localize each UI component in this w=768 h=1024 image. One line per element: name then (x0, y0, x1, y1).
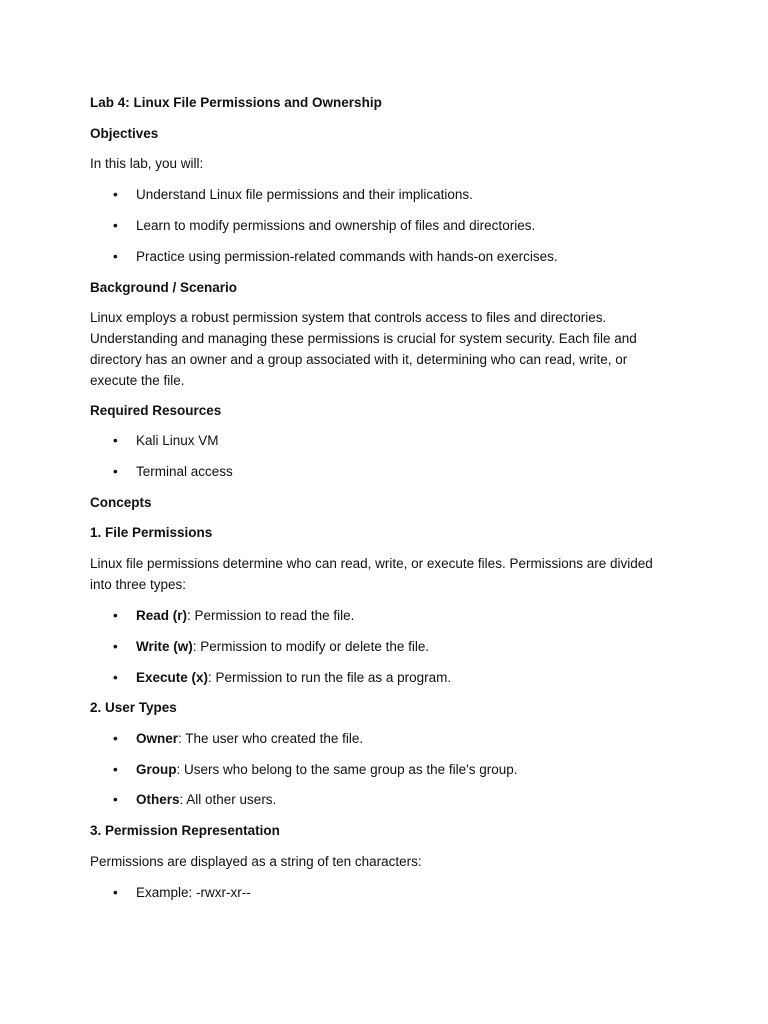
user-types-heading: 2. User Types (90, 700, 177, 715)
description: : The user who created the file. (178, 731, 364, 746)
representation-text: Permissions are displayed as a string of ten characters: (90, 854, 422, 869)
bullet-marker: • (113, 762, 118, 777)
permission-type-item (136, 636, 429, 657)
term: Execute (x) (136, 670, 209, 685)
lab-title: Lab 4: Linux File Permissions and Ownership (90, 95, 382, 110)
background-line: directory has an owner and a group associated with it, determining who can read, write, or (90, 352, 628, 367)
term: Owner (136, 731, 179, 746)
user-type-item (136, 728, 363, 749)
objective-item: Learn to modify permissions and ownership of files and directories. (136, 218, 536, 233)
term: Others (136, 792, 180, 807)
background-line: Understanding and managing these permissions is crucial for system security. Each file and (90, 331, 637, 346)
file-permissions-line: Linux file permissions determine who can read, write, or execute files. Permissions are divided (90, 556, 653, 571)
resource-item: Terminal access (136, 464, 233, 479)
term: Group (136, 762, 177, 777)
bullet-marker: • (113, 885, 118, 900)
term: Read (r) (136, 608, 188, 623)
bullet-marker: • (113, 792, 118, 807)
description: : Permission to modify or delete the file. (192, 639, 430, 654)
objective-item: Practice using permission-related commands with hands-on exercises. (136, 249, 558, 264)
file-permissions-line: into three types: (90, 577, 187, 592)
objectives-heading: Objectives (90, 126, 159, 141)
resource-item: Kali Linux VM (136, 433, 219, 448)
objectives-intro: In this lab, you will: (90, 156, 204, 171)
description: : Users who belong to the same group as the file's group. (176, 762, 518, 777)
objective-item: Understand Linux file permissions and their implications. (136, 187, 473, 202)
term: Write (w) (136, 639, 193, 654)
bullet-marker: • (113, 433, 118, 448)
bullet-marker: • (113, 608, 118, 623)
bullet-marker: • (113, 639, 118, 654)
bullet-marker: • (113, 731, 118, 746)
bullet-marker: • (113, 670, 118, 685)
bullet-marker: • (113, 187, 118, 202)
resources-heading: Required Resources (90, 403, 222, 418)
permission-type-item (136, 605, 354, 626)
user-type-item (136, 789, 276, 810)
concepts-heading: Concepts (90, 495, 152, 510)
description: : Permission to run the file as a program. (208, 670, 452, 685)
user-type-item (136, 759, 518, 780)
bullet-marker: • (113, 464, 118, 479)
background-line: execute the file. (90, 373, 185, 388)
bullet-marker: • (113, 249, 118, 264)
description: : All other users. (179, 792, 277, 807)
background-line: Linux employs a robust permission system that controls access to files and directories. (90, 310, 607, 325)
background-heading: Background / Scenario (90, 280, 238, 295)
file-permissions-heading: 1. File Permissions (90, 525, 213, 540)
representation-heading: 3. Permission Representation (90, 823, 280, 838)
description: : Permission to read the file. (187, 608, 355, 623)
bullet-marker: • (113, 218, 118, 233)
permission-type-item (136, 667, 451, 688)
representation-example: Example: -rwxr-xr-- (136, 885, 251, 900)
